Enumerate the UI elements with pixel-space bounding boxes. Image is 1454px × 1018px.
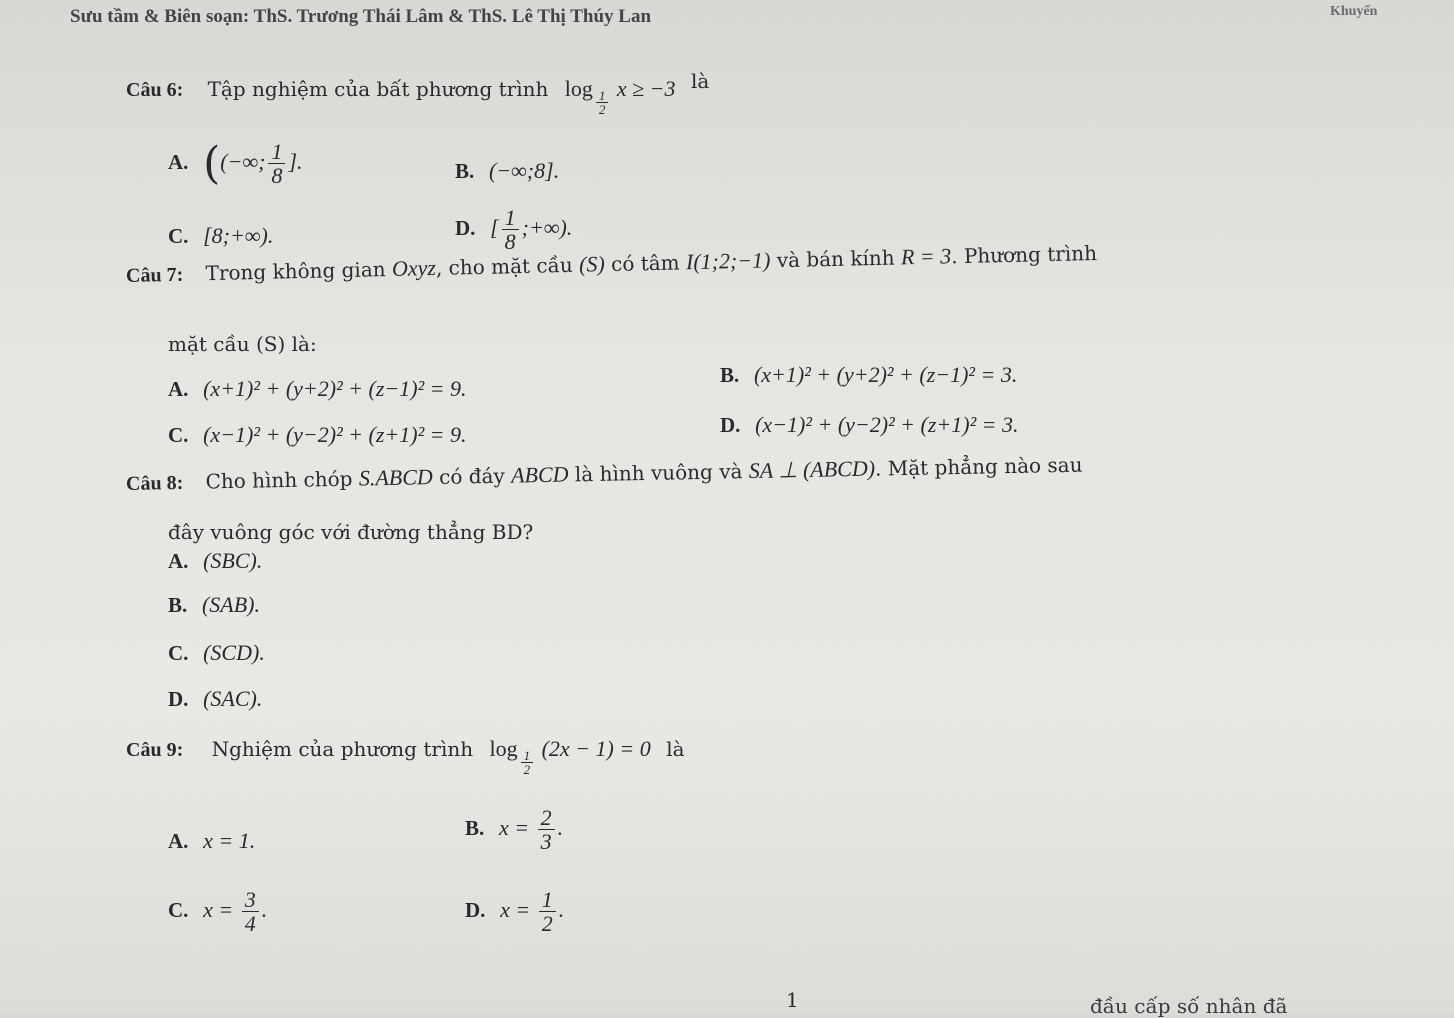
q8-option-a[interactable]: A. (SBC). xyxy=(168,548,263,573)
question-6 xyxy=(126,69,710,118)
q6-option-c[interactable]: C. [8;+∞). xyxy=(168,223,274,248)
question-9-text: Nghiệm của phương trình xyxy=(211,737,474,761)
question-6-text: Tập nghiệm của bất phương trình xyxy=(207,77,549,101)
q8-option-c[interactable]: C. (SCD). xyxy=(168,640,265,665)
q9-option-a[interactable]: A. x = 1. xyxy=(168,828,256,853)
question-9-label: Câu 9: xyxy=(126,739,184,761)
question-9-suffix: là xyxy=(666,737,685,761)
question-9 xyxy=(126,736,685,778)
page-number: 1 xyxy=(786,988,799,1012)
question-8-label: Câu 8: xyxy=(125,471,184,495)
q6-option-b[interactable]: B. (−∞;8]. xyxy=(455,158,560,183)
q8-option-d[interactable]: D. (SAC). xyxy=(168,686,263,711)
footer-cut-text: đầu cấp số nhân đã xyxy=(1090,994,1288,1018)
q9-option-d[interactable]: D. x = $\frac{1}{2}$ . xyxy=(465,887,565,937)
q9-option-b[interactable]: B. x = $\frac{2}{3}$ . xyxy=(465,805,564,855)
q7-option-d[interactable]: D. (x−1)² + (y−2)² + (z+1)² = 3. xyxy=(720,412,1019,437)
question-6-label: Câu 6: xyxy=(126,79,184,101)
q8-option-b[interactable]: B. (SAB). xyxy=(168,592,260,617)
header-corner-text: Khuyến xyxy=(1330,4,1378,19)
question-7-line2: mặt cầu (S) là: xyxy=(168,332,317,356)
question-6-suffix: là xyxy=(691,69,710,93)
question-8: Câu 8: Cho hình chóp S.ABCD có đáy ABCD là hình vuông và SA ⊥ (ABCD). Mặt phẳng nào sau xyxy=(125,452,1083,495)
q6-option-a[interactable]: A. ((−∞; $\frac{1}{8}$ ]. xyxy=(168,138,303,190)
question-7-label: Câu 7: xyxy=(125,263,184,287)
q9-option-c[interactable]: C. x = $\frac{3}{4}$ . xyxy=(168,887,268,937)
question-7: Câu 7: Trong không gian Oxyz, cho mặt cầu (S) có tâm I(1;2;−1) và bán kính R = 3. Phương trình xyxy=(125,240,1098,287)
question-8-line2: đây vuông góc với đường thẳng BD? xyxy=(168,520,534,544)
q6-option-d[interactable]: D. [ $\frac{1}{8}$ ;+∞). xyxy=(455,205,573,255)
question-9-log: log $_{\frac{1}{2}}$ (2x − 1) = 0 xyxy=(489,736,651,778)
q7-option-a[interactable]: A. (x+1)² + (y+2)² + (z−1)² = 9. xyxy=(168,376,467,401)
page-header: Sưu tầm & Biên soạn: ThS. Trương Thái Lâm & ThS. Lê Thị Thúy Lan xyxy=(70,6,652,27)
q7-option-b[interactable]: B. (x+1)² + (y+2)² + (z−1)² = 3. xyxy=(720,362,1018,387)
q7-option-c[interactable]: C. (x−1)² + (y−2)² + (z+1)² = 9. xyxy=(168,422,467,447)
question-6-log: log $_{\frac{1}{2}}$ x ≥ −3 xyxy=(564,76,676,118)
